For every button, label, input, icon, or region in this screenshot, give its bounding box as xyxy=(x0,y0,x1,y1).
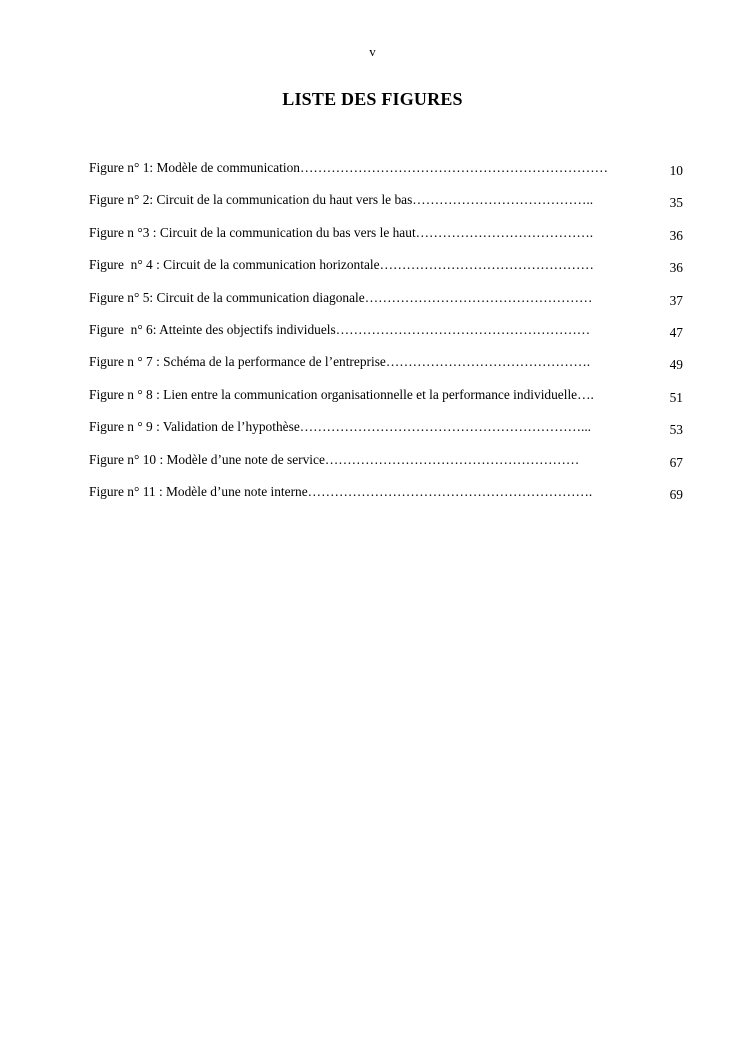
figure-page-number: 36 xyxy=(669,260,683,276)
figure-label: Figure n °3 : Circuit de la communication du bas vers le haut…………………………………. xyxy=(89,224,594,240)
figure-page-number: 37 xyxy=(669,292,683,308)
figure-entry xyxy=(89,254,683,286)
figure-page-number: 10 xyxy=(669,163,683,178)
figure-entry xyxy=(89,287,683,319)
figure-entry xyxy=(89,222,683,254)
figure-page-number: 49 xyxy=(669,357,683,373)
figure-label: Figure n ° 9 : Validation de l’hypothèse………………………………………………………... xyxy=(89,419,592,435)
figures-list xyxy=(89,157,683,513)
figure-entry xyxy=(89,157,683,189)
figure-page-number: 67 xyxy=(669,454,683,470)
page-title: LISTE DES FIGURES xyxy=(282,89,463,109)
figure-entry xyxy=(89,319,683,351)
figure-entry xyxy=(89,351,683,383)
figure-label: Figure n° 4 : Circuit de la communication horizontale………………………………………… xyxy=(89,257,594,273)
figure-page-number: 53 xyxy=(669,422,683,438)
figure-entry xyxy=(89,481,683,513)
figure-entry xyxy=(89,384,683,416)
figure-entry xyxy=(89,449,683,481)
figure-entry xyxy=(89,189,683,221)
figure-page-number: 69 xyxy=(669,486,683,502)
figure-label: Figure n° 10 : Modèle d’une note de service………………………………………………… xyxy=(89,451,580,467)
figure-label: Figure n° 6: Atteinte des objectifs individuels………………………………………………… xyxy=(89,321,591,337)
figure-page-number: 47 xyxy=(669,324,683,340)
figure-label: Figure n ° 7 : Schéma de la performance de l’entreprise………………………………………. xyxy=(89,354,591,370)
figure-page-number: 36 xyxy=(669,227,683,243)
figure-label: Figure n ° 8 : Lien entre la communication organisationnelle et la performance individuelle…. xyxy=(89,386,594,402)
figure-page-number: 35 xyxy=(669,195,683,211)
page-number: v xyxy=(369,44,376,59)
figure-label: Figure n° 11 : Modèle d’une note interne………………………………………………………. xyxy=(89,483,593,499)
figure-label: Figure n° 5: Circuit de la communication diagonale…………………………………………… xyxy=(89,289,593,305)
figure-page-number: 51 xyxy=(669,389,683,405)
figure-label: Figure n° 2: Circuit de la communication du haut vers le bas………………………………….. xyxy=(89,192,594,208)
figure-entry xyxy=(89,416,683,448)
figure-label: Figure n° 1: Modèle de communication…………………………………………………………… xyxy=(89,160,608,175)
